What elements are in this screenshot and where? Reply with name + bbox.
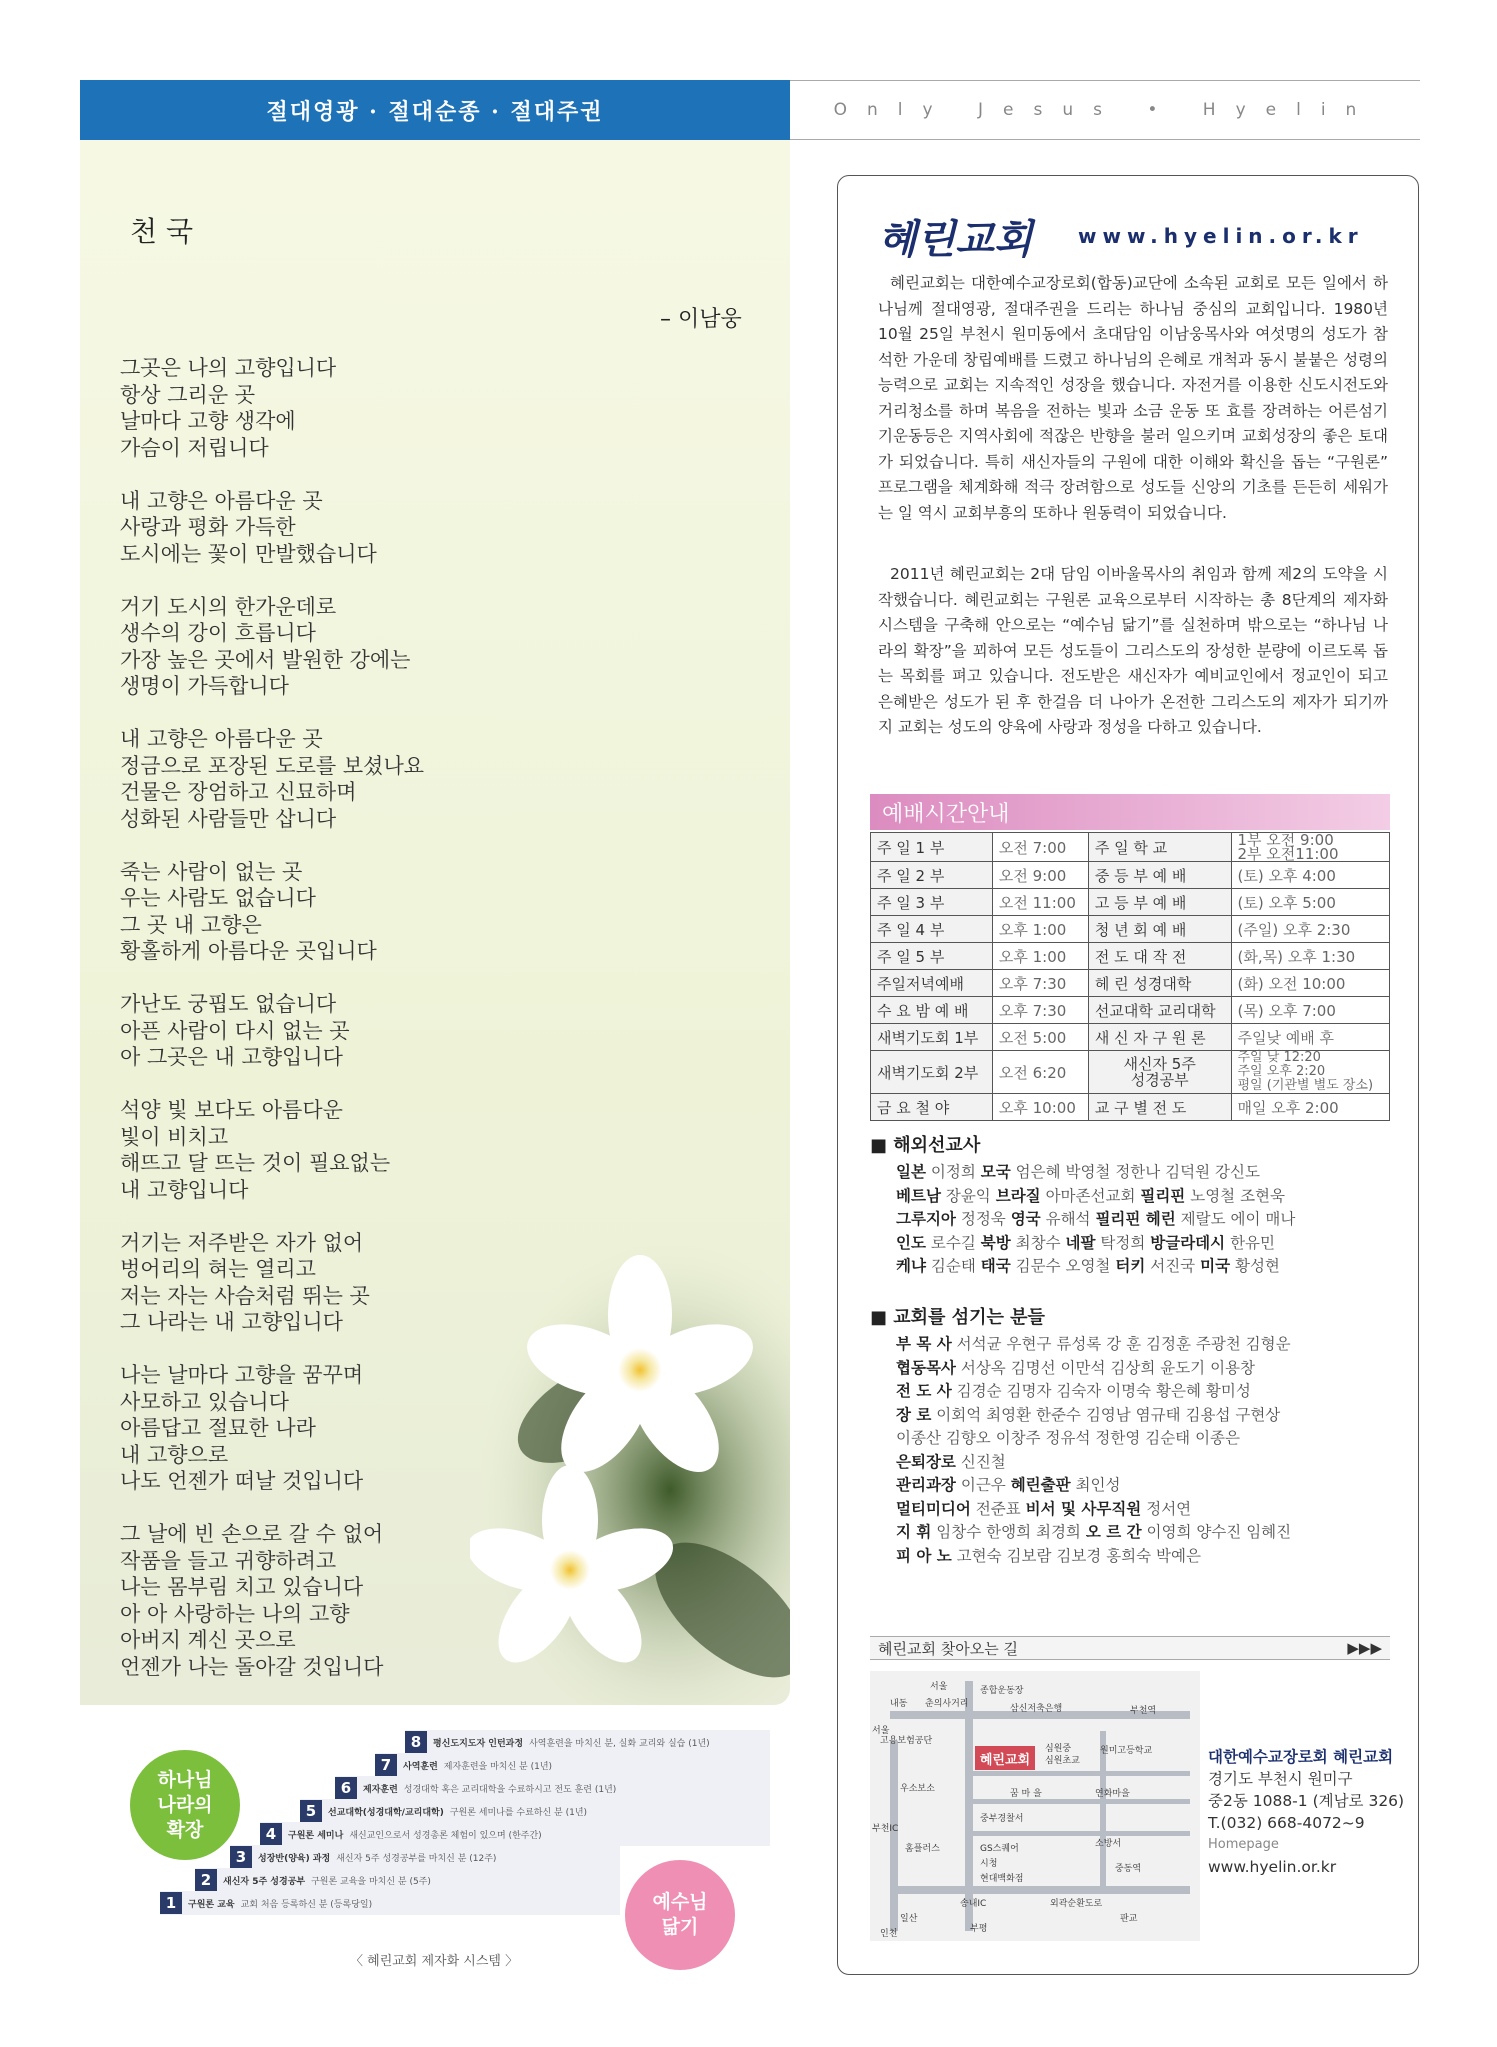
map-label: 우소보소 (900, 1784, 935, 1794)
service-name: 청 년 회 예 배 (1088, 916, 1231, 943)
list-row (896, 1380, 1291, 1404)
list-names: 김순태 (930, 1257, 976, 1275)
phone: T.(032) 668-4072~9 (1208, 1814, 1365, 1832)
steps-list (80, 1730, 770, 1930)
list-names: 로수길 (930, 1233, 976, 1252)
arrows-icon: ▶▶▶ (1347, 1639, 1382, 1657)
service-time: 주일낮 예배 후 (1231, 1024, 1390, 1051)
list-label: 일본 (896, 1163, 926, 1181)
step-desc: 새신교인으로서 성경총론 체험이 있으며 (한주간) (349, 1830, 542, 1841)
service-time: (주일) 오후 2:30 (1231, 916, 1390, 943)
map-label: 소방서 (1095, 1839, 1122, 1849)
list-label: 케냐 (896, 1257, 926, 1275)
list-row (896, 1474, 1291, 1498)
poem-line: 성화된 사람들만 삽니다 (120, 806, 337, 831)
list-names: 아마존선교회 (1045, 1186, 1136, 1205)
map-label: 원미고등학교 (1100, 1746, 1153, 1756)
list-names: 최창수 (1015, 1233, 1061, 1252)
list-label: 관리과장 (896, 1476, 956, 1494)
service-name: 주 일 2 부 (871, 862, 993, 889)
poem-line: 날마다 고향 생각에 (120, 409, 296, 433)
staff-title: ■ 교회를 섬기는 분들 (870, 1307, 1045, 1328)
list-names: 김경순 김명자 김숙자 이명숙 황은혜 황미성 (956, 1382, 1251, 1400)
poem-line: 죽는 사람이 없는 곳 (120, 859, 303, 884)
map-label: 부천역 (1130, 1706, 1157, 1716)
service-time: 오후 7:30 (992, 970, 1088, 997)
service-row (871, 1094, 1390, 1121)
list-label: 비서 및 사무직원 (1025, 1499, 1142, 1518)
list-label: 브라질 (995, 1186, 1041, 1205)
poem-stanza (120, 859, 424, 965)
address-block (1208, 1746, 1404, 1878)
service-name: 주일저녁예배 (871, 970, 993, 997)
step-row (375, 1753, 770, 1777)
poem-line: 가장 높은 곳에서 발원한 강에는 (120, 647, 411, 672)
step-number: 5 (300, 1800, 322, 1822)
poem-line: 황홀하게 아름다운 곳입니다 (120, 939, 377, 963)
step-number: 8 (405, 1731, 427, 1753)
poem-stanza (120, 1521, 424, 1680)
list-row (896, 1498, 1291, 1522)
service-time: 오후 7:30 (992, 997, 1088, 1024)
system-caption: 〈 혜린교회 제자화 시스템 〉 (350, 1954, 519, 1969)
step-desc: 제자훈련을 마치신 분 (1년) (443, 1761, 553, 1772)
list-names: 이정희 (930, 1163, 976, 1181)
poem-line: 생명이 가득합니다 (120, 674, 289, 698)
step-desc: 사역훈련을 마치신 분, 실화 교리와 실습 (1년) (529, 1738, 710, 1749)
step-title: 새신자 5주 성경공부 (223, 1876, 306, 1887)
list-label: 방글라데시 (1150, 1233, 1226, 1252)
church-logo: 혜린교회 (878, 216, 1033, 263)
list-label: 피 아 노 (896, 1546, 952, 1565)
poem-line: 내 고향은 아름다운 곳 (120, 727, 323, 751)
list-names: 엄은혜 박영철 정한나 김덕원 강신도 (1015, 1163, 1260, 1181)
poem-line: 생수의 강이 흐릅니다 (120, 621, 316, 645)
list-names: 이종산 김향오 이창주 정유석 정한영 김순태 이종은 (896, 1429, 1240, 1447)
poem-line: 아 아 사랑하는 나의 고향 (120, 1601, 350, 1626)
service-name: 주 일 4 부 (871, 916, 993, 943)
list-names: 서상옥 김명선 이만석 김상희 윤도기 이용창 (960, 1358, 1255, 1377)
poem-line: 나도 언젠가 떠날 것입니다 (120, 1469, 364, 1493)
org-name: 대한예수교장로회 혜린교회 (1208, 1748, 1394, 1766)
list-names: 유해석 (1045, 1210, 1091, 1228)
list-label: 북방 (980, 1233, 1011, 1252)
list-names: 서석균 우현구 류성록 강 훈 김정훈 주광천 김형운 (956, 1335, 1291, 1353)
list-label: 필리핀 (1140, 1186, 1186, 1205)
service-time: 오후 10:00 (992, 1094, 1088, 1121)
step-desc: 새신자 5주 성경공부를 마치신 분 (12주) (336, 1853, 497, 1864)
list-row (896, 1404, 1291, 1428)
address-line-1: 경기도 부천시 원미구 (1208, 1770, 1353, 1788)
poem-line: 작품을 들고 귀향하려고 (120, 1548, 337, 1573)
discipleship-system (80, 1720, 790, 1970)
list-row (896, 1208, 1295, 1232)
poem-stanza (120, 488, 424, 568)
poem-stanza (120, 726, 424, 832)
map-label: 삼신저축은행 (1010, 1704, 1063, 1714)
list-names: 서진국 (1150, 1257, 1196, 1275)
poem-line: 그 곳 내 고향은 (120, 912, 262, 937)
church-intro-1: 혜린교회는 대한예수교장로회(합동)교단에 소속된 교회로 모든 일에서 하나님께 절대영광, 절대주권을 드리는 하나님 중심의 교회입니다. 1980년 10월 25일 부천시 원미동에서 초대담임 이남웅목사와 여섯명의 성도가 참석한 가운데 창립예배를 드렸고 하나님의 은혜로 개척과 동시 불붙은 성령의 능력으로 교회는 지속적인 성장을 했습니다. 자전거를 이용한 신도시전도와 거리청소를 하며 복음을 전하는 빛과 소금 운동 또 효를 장려하는 어른섬기기운동등은 지역사회에 적잖은 반향을 불러 일으키며 교회성장의 좋은 토대가 되었습니다. 특히 새신자들의 구원에 대한 이해와 확신을 돕는 “구원론” 프로그램을 체계화해 적극 장려함으로 성도들 신앙의 기초를 든든히 세워가는 일 역시 교회부흥의 또하나 원동력이 되었습니다. (878, 274, 1388, 522)
list-names: 임창수 한앵희 최경희 (936, 1523, 1081, 1541)
service-name: 헤 린 성경대학 (1088, 970, 1231, 997)
poem-stanza (120, 594, 424, 700)
list-row (896, 1521, 1291, 1545)
sunday-school-name: 주 일 학 교 (1088, 833, 1231, 862)
step-number: 7 (375, 1754, 397, 1776)
poem-line: 저는 자는 사슴처럼 뛰는 곳 (120, 1283, 370, 1308)
service-times-header: 예배시간안내 (870, 794, 1390, 830)
service-name: 교 구 별 전 도 (1088, 1094, 1231, 1121)
step-title: 평신도지도자 인턴과정 (433, 1738, 524, 1749)
slogan-bar (80, 80, 790, 140)
poem-line: 정금으로 포장된 도로를 보셨나요 (120, 753, 425, 778)
list-names: 노영철 조현욱 (1190, 1186, 1285, 1205)
service-time: (토) 오후 4:00 (1231, 862, 1390, 889)
list-names: 탁정희 (1100, 1233, 1146, 1252)
poem-body (120, 355, 424, 1705)
service-time: (화,목) 오후 1:30 (1231, 943, 1390, 970)
list-label: 필리핀 헤린 (1095, 1210, 1176, 1228)
list-label: 은퇴장로 (896, 1452, 956, 1471)
service-row (871, 970, 1390, 997)
service-name: 새벽기도회 1부 (871, 1024, 993, 1051)
poem-line: 그 나라는 내 고향입니다 (120, 1310, 343, 1334)
service-row (871, 916, 1390, 943)
poem-line: 건물은 장엄하고 신묘하며 (120, 780, 357, 804)
poem-line: 가슴이 저립니다 (120, 435, 269, 460)
slogan: 절대영광 · 절대순종 · 절대주권 (266, 98, 604, 125)
step-row (335, 1776, 770, 1800)
service-name: 새 신 자 구 원 론 (1088, 1024, 1231, 1051)
address-line-2: 중2동 1088-1 (계남로 326) (1208, 1792, 1405, 1810)
list-names: 이영희 양수진 임혜진 (1146, 1523, 1292, 1541)
step-desc: 구원론 교육을 마치신 분 (5주) (311, 1876, 431, 1887)
directions-title: 혜린교회 찾아오는 길 (878, 1639, 1018, 1658)
step-number: 4 (260, 1823, 282, 1845)
service-name: 주 일 1 부 (871, 833, 993, 862)
map-label: 송내IC (960, 1899, 987, 1909)
poem-stanza (120, 355, 424, 461)
service-time: (화) 오전 10:00 (1231, 970, 1390, 997)
list-label: 베트남 (896, 1186, 941, 1205)
poem-line: 아름답고 절묘한 나라 (120, 1416, 316, 1440)
jesus-circle: 예수님 닮기 (625, 1860, 735, 1970)
map-label: 일산 (900, 1914, 918, 1924)
missionaries-list (896, 1161, 1295, 1279)
poem-line: 내 고향입니다 (120, 1177, 249, 1202)
step-number: 3 (230, 1846, 252, 1868)
missionaries-title: ■ 해외선교사 (870, 1135, 981, 1156)
step-number: 2 (195, 1869, 217, 1891)
list-label: 네팔 (1065, 1233, 1096, 1252)
list-row (896, 1451, 1291, 1475)
poem-title: 천 국 (130, 215, 193, 248)
step-row (195, 1868, 620, 1892)
service-time: 오전 7:00 (992, 833, 1088, 862)
map-label: 종합운동장 (980, 1686, 1024, 1696)
map-label: 꿈 마 을 (1010, 1789, 1042, 1799)
map-label: 춘의사거리 (925, 1699, 969, 1709)
map-label: 홈플러스 (905, 1844, 940, 1854)
map-label: GS스퀘어 (980, 1844, 1019, 1854)
poem-line: 아 그곳은 내 고향입니다 (120, 1045, 343, 1069)
list-label: 터키 (1115, 1257, 1146, 1275)
poem-line: 그곳은 나의 고향입니다 (120, 356, 337, 380)
poem-line: 석양 빛 보다도 아름다운 (120, 1098, 343, 1122)
poem-line: 벙어리의 혀는 열리고 (120, 1257, 316, 1281)
list-label: 그루지아 (896, 1210, 956, 1228)
list-names: 이근우 (960, 1476, 1006, 1494)
map-label: 부평 (970, 1924, 988, 1934)
step-desc: 구원론 세미나를 수료하신 분 (1년) (449, 1807, 588, 1818)
map-label: 심원초교 (1045, 1756, 1080, 1766)
step-title: 구원론 교육 (188, 1899, 235, 1910)
list-names: 신진철 (960, 1452, 1006, 1471)
map-label: 심원중 (1045, 1744, 1072, 1754)
poem-line: 거기는 저주받은 자가 없어 (120, 1230, 364, 1255)
list-names: 고현숙 김보람 김보경 홍희숙 박예은 (956, 1546, 1201, 1565)
service-time: (토) 오후 5:00 (1231, 889, 1390, 916)
service-name: 고 등 부 예 배 (1088, 889, 1231, 916)
service-times-table (870, 832, 1390, 1121)
service-name: 수 요 밤 예 배 (871, 997, 993, 1024)
poem-line: 내 고향으로 (120, 1442, 229, 1467)
bible-study-time: 주일 낮 12:20 주일 오후 2:20 평일 (기관별 별도 장소) (1231, 1051, 1390, 1094)
church-url[interactable]: www.hyelin.or.kr (1078, 224, 1364, 248)
poem-line: 사모하고 있습니다 (120, 1389, 289, 1414)
poem-line: 해뜨고 달 뜨는 것이 필요없는 (120, 1151, 391, 1175)
poem-line: 아픈 사람이 다시 없는 곳 (120, 1018, 350, 1043)
poem-author: – 이남웅 (660, 307, 742, 332)
church-intro-2: 2011년 혜린교회는 2대 담임 이바울목사의 취임과 함께 제2의 도약을 시작했습니다. 혜린교회는 구원론 교육으로부터 시작하는 총 8단계의 제자화시스템을 구축해 안으로는 “예수님 닮기”를 실천하며 밖으로는 “하나님 나라의 확장”을 꾀하여 모든 성도들이 그리스도의 장성한 분량에 이르도록 돕는 목회를 펴고 있습니다. 전도받은 새신자가 예비교인에서 정교인이 되고 은혜받은 성도가 된 후 한걸음 더 나아가 온전한 그리스도의 제자가 되기까지 교회는 성도의 양육에 사랑과 정성을 다하고 있습니다. (878, 565, 1388, 736)
list-label: 인도 (896, 1233, 926, 1252)
service-name: 새벽기도회 2부 (871, 1051, 993, 1094)
list-names: 한유민 (1230, 1233, 1275, 1252)
step-title: 선교대학(성경대학/교리대학) (328, 1807, 444, 1818)
step-desc: 성경대학 혹은 교리대학을 수료하시고 전도 훈련 (1년) (403, 1784, 617, 1795)
list-label: 모국 (980, 1163, 1011, 1181)
poem-line: 내 고향은 아름다운 곳 (120, 488, 323, 513)
list-label: 오 르 간 (1085, 1523, 1142, 1541)
service-time: 오후 1:00 (992, 943, 1088, 970)
step-row (230, 1845, 620, 1869)
service-time: (목) 오후 7:00 (1231, 997, 1390, 1024)
service-name: 금 요 철 야 (871, 1094, 993, 1121)
map-label: 시청 (980, 1859, 998, 1869)
map-label: 서울 (872, 1726, 890, 1736)
sunday-school-time: 1부 오전 9:00 2부 오전11:00 (1231, 833, 1390, 862)
list-names: 황성현 (1234, 1257, 1280, 1275)
step-desc: 교회 처음 등록하신 분 (등록당일) (240, 1899, 373, 1910)
service-row (871, 833, 1390, 862)
map-label: 서울 (930, 1682, 948, 1692)
poem-line: 나는 날마다 고향을 꿈꾸며 (120, 1363, 364, 1387)
list-names: 정서연 (1146, 1499, 1192, 1518)
step-row (160, 1891, 620, 1915)
list-names: 김문수 오영철 (1015, 1257, 1111, 1275)
step-row (405, 1730, 770, 1754)
map-label: 연화마을 (1095, 1789, 1130, 1799)
service-row (871, 943, 1390, 970)
service-name: 주 일 3 부 (871, 889, 993, 916)
poem-line: 우는 사람도 없습니다 (120, 886, 316, 910)
homepage-url[interactable]: www.hyelin.or.kr (1208, 1858, 1337, 1876)
list-row (896, 1255, 1295, 1279)
map-label: 인천 (880, 1929, 898, 1939)
service-row (871, 1051, 1390, 1094)
list-names: 이회억 최영환 한준수 김영남 염규태 김용섭 구현상 (936, 1405, 1281, 1424)
service-name: 주 일 5 부 (871, 943, 993, 970)
church-info-card (837, 175, 1419, 1975)
service-name: 전 도 대 작 전 (1088, 943, 1231, 970)
service-time: 오전 9:00 (992, 862, 1088, 889)
step-number: 6 (335, 1777, 357, 1799)
list-label: 전 도 사 (896, 1382, 952, 1400)
poem-line: 사랑과 평화 가득한 (120, 515, 296, 539)
list-label: 멀티미디어 (896, 1499, 971, 1518)
list-row (896, 1185, 1295, 1209)
poem-line: 항상 그리운 곳 (120, 382, 256, 407)
poem-line: 그 날에 빈 손으로 갈 수 없어 (120, 1522, 384, 1546)
list-label: 지 휘 (896, 1523, 932, 1541)
map-church-marker: 혜린교회 (975, 1746, 1035, 1770)
poem-line: 거기 도시의 한가운데로 (120, 594, 337, 619)
tagline: Only Jesus • Hyelin (790, 80, 1420, 140)
list-names: 장윤익 (945, 1186, 991, 1205)
service-name: 선교대학 교리대학 (1088, 997, 1231, 1024)
kingdom-circle: 하나님 나라의 확장 (130, 1750, 240, 1860)
map-label: 판교 (1120, 1914, 1138, 1924)
plumeria-flower-image (470, 1190, 790, 1705)
poem-line: 나는 몸부림 치고 있습니다 (120, 1575, 364, 1599)
poem-line: 언젠가 나는 돌아갈 것입니다 (120, 1654, 384, 1679)
step-title: 제자훈련 (363, 1784, 398, 1795)
map-label: 중부경찰서 (980, 1814, 1024, 1824)
step-number: 1 (160, 1892, 182, 1914)
list-label: 장 로 (896, 1405, 932, 1424)
step-row (260, 1822, 770, 1846)
homepage-label: Homepage (1208, 1837, 1279, 1852)
map-label: 내동 (890, 1699, 908, 1709)
map-label: 부천IC (872, 1824, 899, 1834)
list-label: 혜린출판 (1010, 1476, 1071, 1494)
poem-panel (80, 140, 790, 1705)
list-row (896, 1161, 1295, 1185)
list-names: 최인성 (1075, 1476, 1121, 1494)
list-label: 태국 (980, 1257, 1011, 1275)
list-row (896, 1545, 1291, 1569)
step-title: 사역훈련 (403, 1761, 438, 1772)
map-label: 고용보험공단 (880, 1736, 933, 1746)
list-label: 영국 (1010, 1210, 1041, 1228)
service-row (871, 889, 1390, 916)
poem-stanza (120, 991, 424, 1071)
list-row (896, 1427, 1291, 1451)
list-label: 미국 (1200, 1257, 1231, 1275)
service-row (871, 997, 1390, 1024)
service-name: 중 등 부 예 배 (1088, 862, 1231, 889)
directions-header (870, 1636, 1390, 1660)
list-row (896, 1333, 1291, 1357)
poem-stanza (120, 1097, 424, 1203)
list-label: 부 목 사 (896, 1335, 952, 1353)
list-label: 협동목사 (896, 1358, 956, 1377)
poem-stanza (120, 1362, 424, 1495)
poem-line: 빛이 비치고 (120, 1124, 229, 1149)
list-names: 정정욱 (960, 1210, 1006, 1228)
service-time: 오전 6:20 (992, 1051, 1088, 1094)
step-title: 구원론 세미나 (288, 1830, 344, 1841)
map-label: 외곽순환도로 (1050, 1899, 1103, 1909)
map-label: 중동역 (1115, 1864, 1142, 1874)
service-row (871, 862, 1390, 889)
list-names: 제랄도 에이 매나 (1180, 1210, 1296, 1228)
staff-list (896, 1333, 1291, 1568)
list-names: 전준표 (975, 1499, 1021, 1518)
service-time: 매일 오후 2:00 (1231, 1094, 1390, 1121)
map-label: 현대백화점 (980, 1874, 1024, 1884)
list-row (896, 1357, 1291, 1381)
poem-line: 도시에는 꽃이 만발했습니다 (120, 541, 377, 566)
poem-line: 아버지 계신 곳으로 (120, 1628, 296, 1652)
service-time: 오전 5:00 (992, 1024, 1088, 1051)
location-map (870, 1671, 1200, 1941)
list-row (896, 1232, 1295, 1256)
poem-line: 가난도 궁핍도 없습니다 (120, 992, 337, 1016)
step-row (300, 1799, 770, 1823)
service-row (871, 1024, 1390, 1051)
step-title: 성장반(양육) 과정 (258, 1853, 331, 1864)
service-time: 오전 11:00 (992, 889, 1088, 916)
poem-stanza (120, 1230, 424, 1336)
service-time: 오후 1:00 (992, 916, 1088, 943)
bible-study-name: 새신자 5주 성경공부 (1088, 1051, 1231, 1094)
